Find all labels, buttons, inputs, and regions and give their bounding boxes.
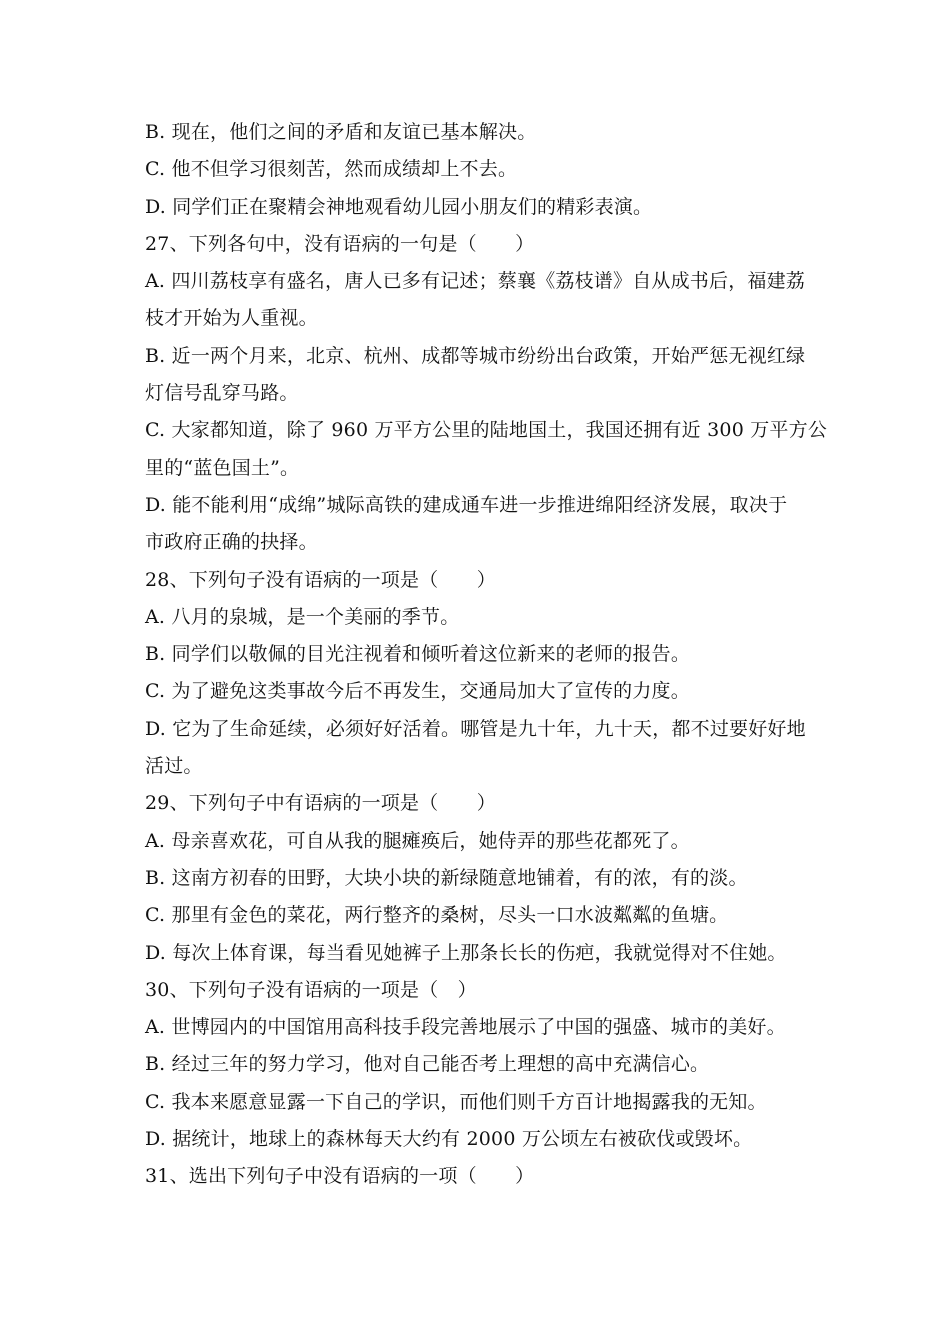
text-line: C. 大家都知道，除了 960 万平方公里的陆地国土，我国还拥有近 300 万平方公 bbox=[145, 419, 828, 442]
text-line: C. 我本来愿意显露一下自己的学识，而他们则千方百计地揭露我的无知。 bbox=[145, 1090, 767, 1113]
text-line: 活过。 bbox=[145, 755, 203, 778]
document-page bbox=[145, 114, 828, 1196]
text-line: B. 这南方初春的田野，大块小块的新绿随意地铺着，有的浓，有的淡。 bbox=[145, 866, 748, 889]
text-line: A. 八月的泉城，是一个美丽的季节。 bbox=[145, 605, 460, 628]
text-line: 市政府正确的抉择。 bbox=[145, 531, 318, 554]
text-line: D. 它为了生命延续，必须好好活着。哪管是九十年，九十天，都不过要好好地 bbox=[145, 717, 806, 740]
text-line: D. 据统计，地球上的森林每天大约有 2000 万公顷左右被砍伐或毁坏。 bbox=[145, 1128, 753, 1151]
text-line: D. 每次上体育课，每当看见她裤子上那条长长的伤疤，我就觉得对不住她。 bbox=[145, 941, 787, 964]
text-line: C. 那里有金色的菜花，两行整齐的桑树，尽头一口水波粼粼的鱼塘。 bbox=[145, 904, 729, 927]
text-line: A. 母亲喜欢花，可自从我的腿瘫痪后，她侍弄的那些花都死了。 bbox=[145, 829, 690, 852]
text-line: D. 能不能利用“成绵”城际高铁的建成通车进一步推进绵阳经济发展，取决于 bbox=[145, 493, 788, 516]
text-line: B. 近一两个月来，北京、杭州、成都等城市纷纷出台政策，开始严惩无视红绿 bbox=[145, 344, 806, 367]
text-line: C. 他不但学习很刻苦，然而成绩却上不去。 bbox=[145, 158, 518, 181]
text-line: A. 四川荔枝享有盛名，唐人已多有记述；蔡襄《荔枝谱》自从成书后，福建荔 bbox=[145, 270, 806, 293]
text-line: B. 经过三年的努力学习，他对自己能否考上理想的高中充满信心。 bbox=[145, 1053, 710, 1076]
text-line: 里的“蓝色国土”。 bbox=[145, 456, 300, 479]
text-line: B. 同学们以敬佩的目光注视着和倾听着这位新来的老师的报告。 bbox=[145, 643, 691, 666]
question-heading: 29、下列句子中有语病的一项是（ ） bbox=[145, 792, 496, 815]
text-line: B. 现在，他们之间的矛盾和友谊已基本解决。 bbox=[145, 121, 537, 143]
text-line: C. 为了避免这类事故今后不再发生，交通局加大了宣传的力度。 bbox=[145, 680, 690, 703]
text-line: D. 同学们正在聚精会神地观看幼儿园小朋友们的精彩表演。 bbox=[145, 195, 653, 218]
text-line: 枝才开始为人重视。 bbox=[145, 307, 318, 330]
question-heading: 30、下列句子没有语病的一项是（ ） bbox=[145, 978, 477, 1001]
question-heading: 28、下列句子没有语病的一项是（ ） bbox=[145, 568, 496, 591]
question-heading: 31、选出下列句子中没有语病的一项（ ） bbox=[145, 1165, 535, 1188]
question-heading: 27、下列各句中，没有语病的一句是（ ） bbox=[145, 232, 535, 255]
text-line: A. 世博园内的中国馆用高科技手段完善地展示了中国的强盛、城市的美好。 bbox=[145, 1016, 786, 1039]
text-line: 灯信号乱穿马路。 bbox=[145, 382, 299, 405]
